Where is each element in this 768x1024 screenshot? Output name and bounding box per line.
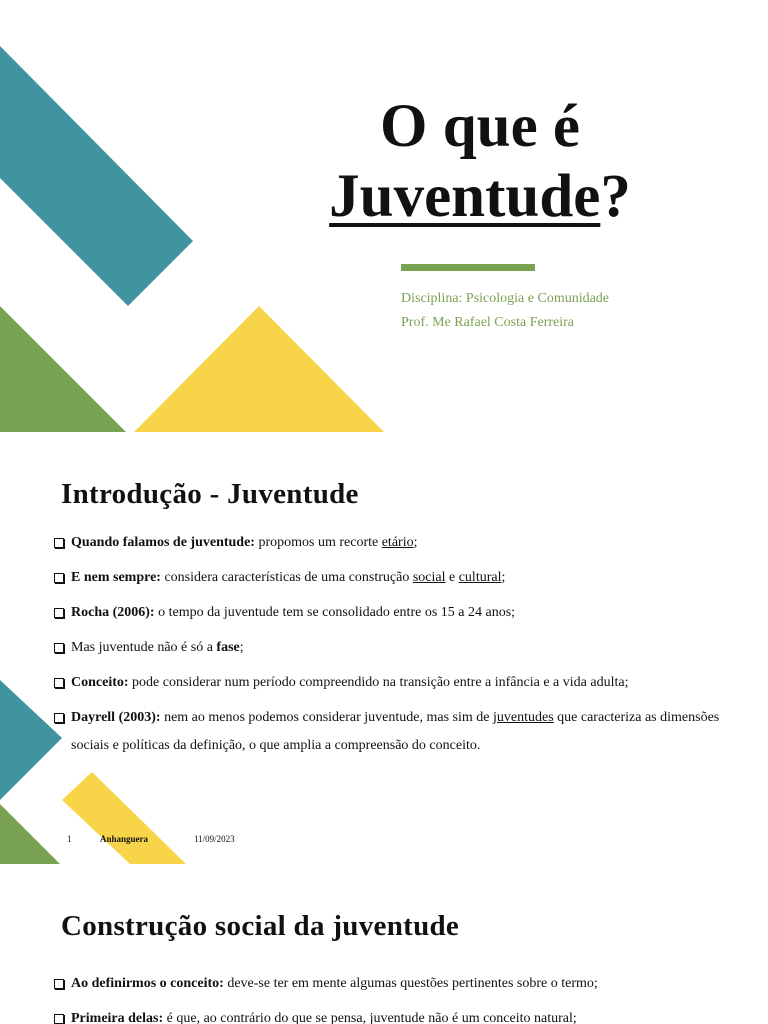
yellow-triangle xyxy=(62,772,186,864)
teal-diagonal-band xyxy=(0,680,62,800)
bullet-list xyxy=(54,970,744,1024)
list-item: Ao definirmos o conceito: deve-se ter em mente algumas questões pertinentes sobre o termo; xyxy=(54,970,744,998)
footer-brand: Anhanguera xyxy=(100,834,149,844)
slide-title xyxy=(300,92,660,232)
accent-divider xyxy=(401,264,535,271)
list-item: Quando falamos de juventude: propomos um recorte etário; xyxy=(54,529,744,557)
title-line-1: O que é xyxy=(380,93,580,160)
title-line-2 xyxy=(300,162,660,232)
title-slide xyxy=(0,0,768,432)
slide-heading: Introdução - Juventude xyxy=(61,478,359,510)
green-triangle xyxy=(0,306,126,432)
list-item: Primeira delas: é que, ao contrário do que se pensa, juventude não é um conceito natural; xyxy=(54,1005,744,1024)
checkbox-bullet-icon xyxy=(54,979,64,989)
list-item: Rocha (2006): o tempo da juventude tem se consolidado entre os 15 a 24 anos; xyxy=(54,599,744,627)
intro-slide xyxy=(0,432,768,866)
yellow-triangle xyxy=(134,306,384,432)
professor-subtitle: Prof. Me Rafael Costa Ferreira xyxy=(401,315,574,330)
list-item: E nem sempre: considera características de uma construção social e cultural; xyxy=(54,564,744,592)
slide-number: 1 xyxy=(67,834,72,844)
checkbox-bullet-icon xyxy=(54,1014,64,1024)
teal-diagonal-band xyxy=(0,46,193,306)
checkbox-bullet-icon xyxy=(54,678,64,688)
checkbox-bullet-icon xyxy=(54,608,64,618)
title-keyword: Juventude xyxy=(329,163,601,230)
checkbox-bullet-icon xyxy=(54,573,64,583)
checkbox-bullet-icon xyxy=(54,713,64,723)
footer-date: 11/09/2023 xyxy=(194,834,235,844)
list-item: Dayrell (2003): nem ao menos podemos considerar juventude, mas sim de juventudes que caracteriza as dimensões sociais e políticas da definição, o que amplia a compreensão do conceito. xyxy=(54,704,744,760)
bullet-list xyxy=(54,529,744,767)
list-item: Conceito: pode considerar num período compreendido na transição entre a infância e a vida adulta; xyxy=(54,669,744,697)
green-triangle xyxy=(0,804,60,864)
discipline-subtitle: Disciplina: Psicologia e Comunidade xyxy=(401,291,610,306)
list-item: Mas juventude não é só a fase; xyxy=(54,634,744,662)
social-construction-slide xyxy=(0,866,768,1024)
checkbox-bullet-icon xyxy=(54,538,64,548)
checkbox-bullet-icon xyxy=(54,643,64,653)
slide-heading: Construção social da juventude xyxy=(61,910,460,942)
title-question-mark: ? xyxy=(600,163,631,230)
